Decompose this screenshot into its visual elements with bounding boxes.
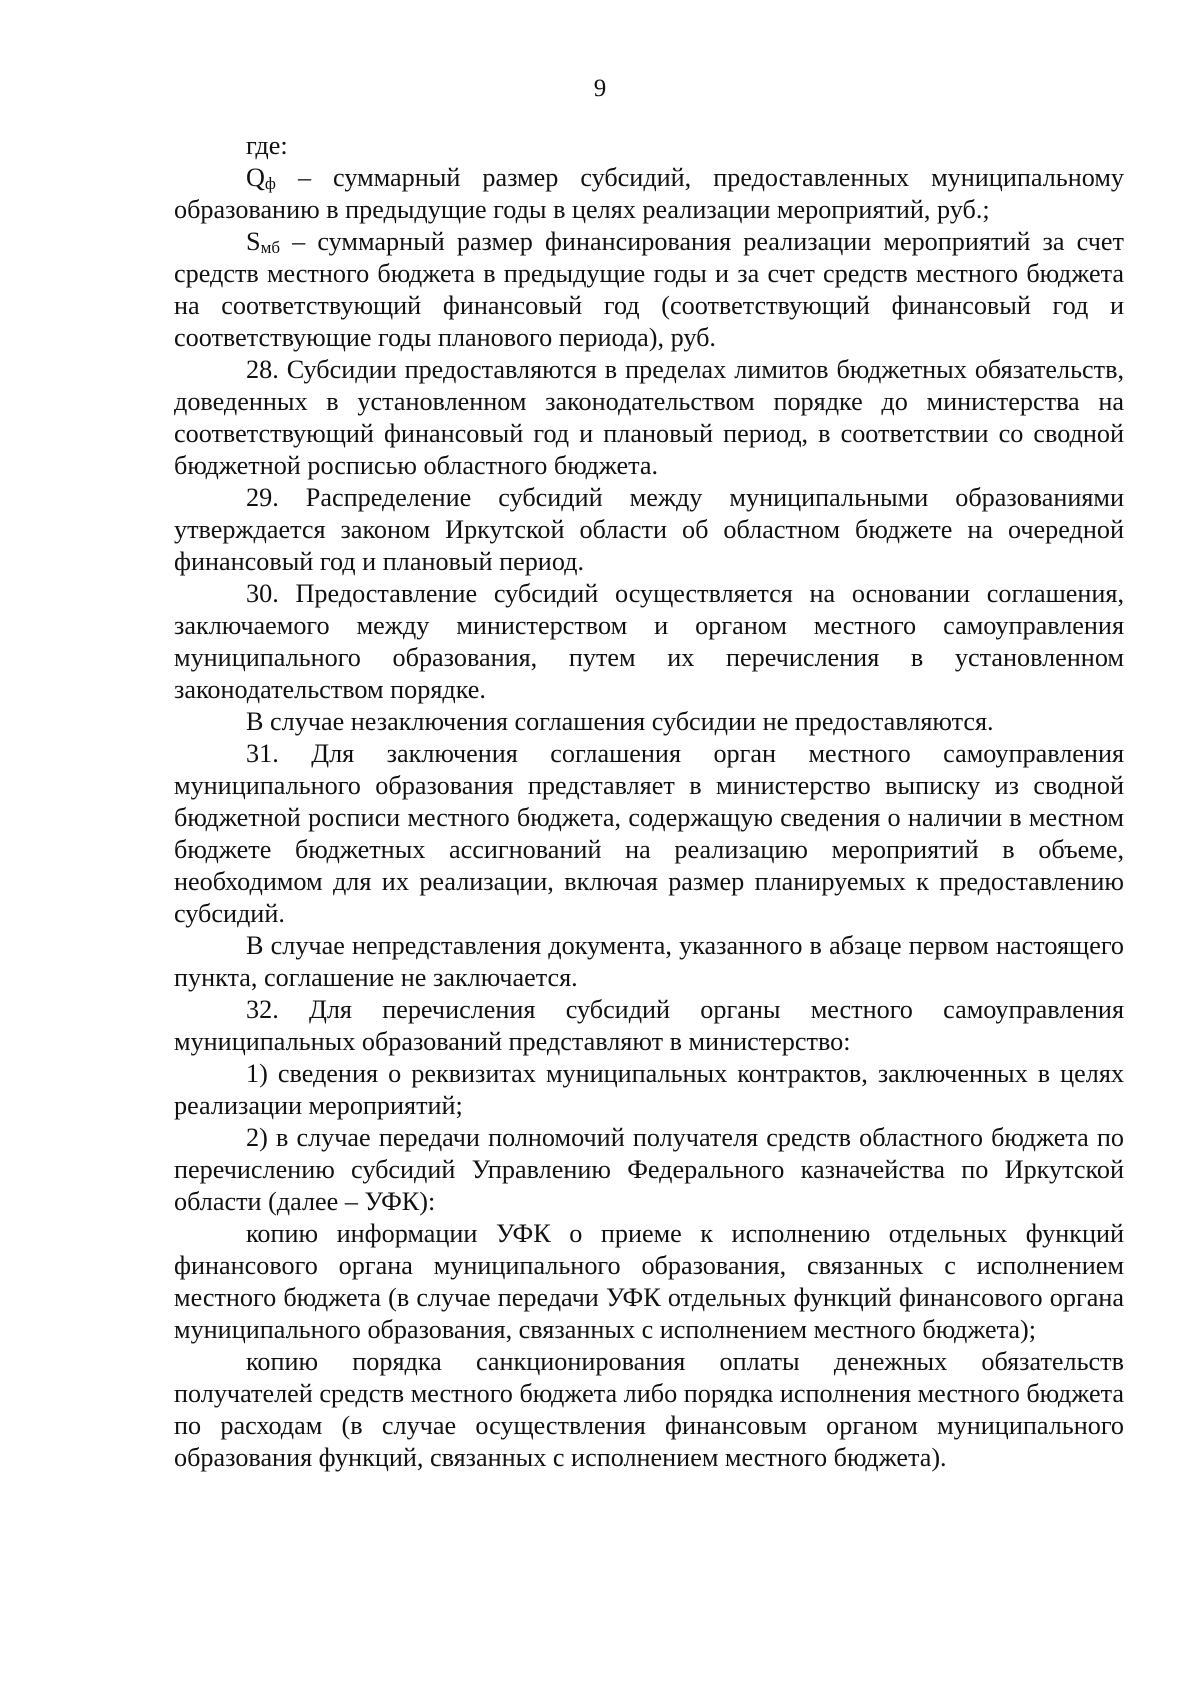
page-number: 9 [593, 75, 607, 102]
paragraph-s-definition [174, 226, 1124, 354]
subscript-f: ф [264, 174, 276, 194]
document-body [174, 130, 1124, 1474]
paragraph-authorization-order-copy: копию порядка санкционирования оплаты денежных обязательств получателей средств местного бюджета либо порядка исполнения местного бюджета по расходам (в случае осуществления финансовым органом муниципального образования функций, связанных с исполнением местного бюджета). [174, 1347, 1124, 1472]
paragraph-29: 29. Распределение субсидий между муниципальными образованиями утверждается законом Иркутской области об областном бюджете на очередной финансовый год и плановый период. [174, 483, 1124, 576]
paragraph-where: где: [246, 131, 288, 160]
paragraph-32: 32. Для перечисления субсидий органы местного самоуправления муниципальных образований представляют в министерство: [174, 995, 1124, 1056]
symbol-q: Q [246, 163, 265, 192]
paragraph-32-item-2: 2) в случае передачи полномочий получателя средств областного бюджета по перечислению субсидий Управлению Федерального казначейства по Иркутской области (далее – УФК): [174, 1123, 1124, 1216]
paragraph-28: 28. Субсидии предоставляются в пределах лимитов бюджетных обязательств, доведенных в установленном законодательством порядке до министерства на соответствующий финансовый год и плановый период, в соответствии со сводной бюджетной росписью областного бюджета. [174, 355, 1124, 480]
paragraph-32-item-1: 1) сведения о реквизитах муниципальных контрактов, заключенных в целях реализации мероприятий; [174, 1059, 1124, 1120]
s-definition-text: – суммарный размер финансирования реализации мероприятий за счет средств местного бюджета в предыдущие годы и за счет средств местного бюджета на соответствующий финансовый год (соответствующий финансовый год и соответствующие годы планового периода), руб. [174, 227, 1124, 352]
paragraph-31: 31. Для заключения соглашения орган местного самоуправления муниципального образования представляет в министерство выписку из сводной бюджетной росписи местного бюджета, содержащую сведения о наличии в местном бюджете бюджетных ассигнований на реализацию мероприятий в объеме, необходимом для их реализации, включая размер планируемых к предоставлению субсидий. [174, 739, 1124, 928]
subscript-mb: мб [260, 238, 281, 258]
symbol-s: S [246, 227, 261, 256]
paragraph-31-note: В случае непредставления документа, указанного в абзаце первом настоящего пункта, соглашение не заключается. [174, 931, 1124, 992]
q-definition-text: – суммарный размер субсидий, предоставленных муниципальному образованию в предыдущие годы в целях реализации мероприятий, руб.; [174, 163, 1124, 224]
paragraph-30-note: В случае незаключения соглашения субсидии не предоставляются. [246, 707, 994, 736]
paragraph-30: 30. Предоставление субсидий осуществляется на основании соглашения, заключаемого между министерством и органом местного самоуправления муниципального образования, путем их перечисления в установленном законодательством порядке. [174, 579, 1124, 704]
paragraph-q-definition [174, 162, 1124, 226]
paragraph-ufk-info-copy: копию информации УФК о приеме к исполнению отдельных функций финансового органа муниципального образования, связанных с исполнением местного бюджета (в случае передачи УФК отдельных функций финансового органа муниципального образования, связанных с исполнением местного бюджета); [174, 1219, 1124, 1344]
